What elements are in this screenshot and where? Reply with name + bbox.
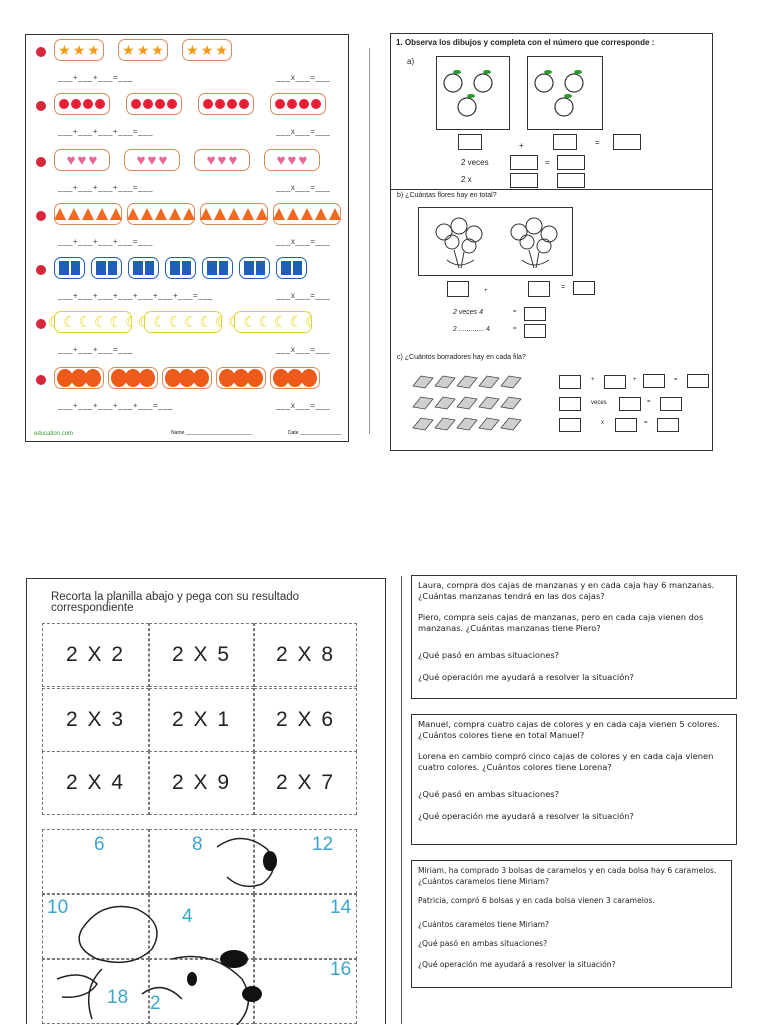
triangle-icon	[273, 208, 285, 220]
object-group	[54, 93, 110, 115]
object-group	[128, 257, 159, 279]
answer-box[interactable]	[559, 397, 581, 411]
date-label: Date _______________	[288, 430, 342, 436]
object-group	[124, 149, 180, 171]
multiplication-blank[interactable]: ___x___=___	[276, 237, 331, 246]
triangle-icon	[54, 208, 66, 220]
answer-box[interactable]	[657, 418, 679, 432]
equals-sign: =	[513, 309, 517, 315]
red-dot-icon	[287, 99, 297, 109]
answer-box[interactable]	[524, 307, 546, 321]
puzzle-number: 18	[107, 987, 129, 1008]
puzzle-number: 12	[312, 834, 334, 855]
moon-icon: ☾	[78, 313, 92, 331]
puzzle-number: 14	[330, 897, 352, 918]
moon-icon: ☾	[47, 313, 62, 331]
question-text: ¿Qué pasó en ambas situaciones?	[418, 939, 548, 948]
flower-icon	[275, 371, 287, 385]
object-group	[264, 149, 320, 171]
moon-icon: ☾	[274, 313, 288, 331]
triangle-icon	[301, 208, 313, 220]
square-icon	[108, 261, 118, 275]
square-icon	[207, 261, 217, 275]
pattern-row-flower	[54, 367, 320, 389]
star-icon: ★	[186, 42, 199, 58]
heart-icon: ♥	[298, 151, 308, 169]
heart-icon: ♥	[158, 151, 168, 169]
addition-blank[interactable]: ___+___+___+___+___+___+___=___	[58, 291, 213, 300]
plus-sign: +	[633, 377, 637, 383]
question-text: ¿Qué operación me ayudará a resolver la situación?	[418, 672, 634, 682]
addition-blank[interactable]: ___+___+___=___	[58, 345, 133, 354]
puzzle-number: 10	[47, 897, 69, 918]
puzzle-illustration	[42, 829, 382, 1025]
object-group	[202, 257, 233, 279]
addition-blank[interactable]: ___+___+___+___+___=___	[58, 401, 173, 410]
apple-box-2	[527, 56, 603, 130]
question-text: ¿Qué operación me ayudará a resolver la situación?	[418, 960, 616, 969]
row-bullet	[36, 157, 46, 167]
flower-icon	[87, 371, 99, 385]
moon-icon: ☾	[304, 313, 319, 331]
row-bullet	[36, 47, 46, 57]
addition-blank[interactable]: ___+___+___+___=___	[58, 127, 153, 136]
apples-illustration	[528, 57, 602, 129]
triangle-icon	[155, 208, 167, 220]
object-group	[126, 93, 182, 115]
heart-icon: ♥	[136, 151, 146, 169]
flower-icon	[141, 371, 153, 385]
worksheet-title: 1. Observa los dibujos y completa con el número que corresponde :	[396, 38, 655, 47]
moon-icon: ☾	[124, 313, 139, 331]
multiplication-blank[interactable]: ___x___=___	[276, 401, 331, 410]
moon-icon: ☾	[289, 313, 303, 331]
triangle-icon	[256, 208, 268, 220]
answer-box[interactable]	[643, 374, 665, 388]
object-group	[108, 367, 158, 389]
moon-icon: ☾	[94, 313, 108, 331]
square-icon	[281, 261, 291, 275]
moon-icon: ☾	[214, 313, 229, 331]
object-group	[194, 149, 250, 171]
problem-text: Manuel, compra cuatro cajas de colores y en cada caja vienen 5 colores. ¿Cuántos colores tiene en total Manuel?	[418, 719, 720, 740]
equals-sign: =	[513, 326, 517, 332]
answer-box[interactable]	[510, 173, 538, 188]
object-group	[165, 257, 196, 279]
triangle-icon	[82, 208, 94, 220]
flower-icon	[181, 371, 193, 385]
moon-icon: ☾	[258, 313, 272, 331]
plus-sign: +	[484, 288, 488, 294]
object-group	[182, 39, 232, 61]
problems-left-rule	[401, 576, 402, 1024]
heart-icon: ♥	[228, 151, 238, 169]
heart-icon: ♥	[206, 151, 216, 169]
object-group	[54, 149, 110, 171]
problem-text: Miriam, ha comprado 3 bolsas de caramelos y en cada bolsa hay 6 caramelos. ¿Cuántos caramelos tiene Miriam?	[418, 866, 717, 886]
multiplication-blank[interactable]: ___x___=___	[276, 345, 331, 354]
worksheet-title: Recorta la planilla abajo y pega con su resultado correspondiente	[51, 591, 300, 614]
answer-box[interactable]	[524, 324, 546, 338]
object-group	[239, 257, 270, 279]
eraser-icon	[501, 397, 521, 409]
square-icon	[145, 261, 155, 275]
worksheet-recorta	[26, 578, 386, 1024]
addition-blank[interactable]: ___+___+___=___	[58, 73, 133, 82]
star-icon: ★	[151, 42, 164, 58]
multiplication-cell[interactable]: 2 X 5	[149, 623, 254, 687]
object-group	[54, 39, 104, 61]
answer-box[interactable]	[687, 374, 709, 388]
red-dot-icon	[239, 99, 249, 109]
word-problem-box	[411, 860, 732, 988]
divider-line	[369, 48, 370, 434]
eraser-icon	[479, 418, 499, 430]
heart-icon: ♥	[77, 151, 87, 169]
veces-label: 2 veces	[461, 158, 489, 167]
object-group	[127, 203, 195, 225]
object-group	[137, 311, 229, 333]
problem-text: Piero, compra seis cajas de manzanas, pero en cada caja vienen dos manzanas. ¿Cuántas manzanas tiene Piero?	[418, 612, 704, 633]
multiplication-blank[interactable]: ___x___=___	[276, 291, 331, 300]
square-icon	[96, 261, 106, 275]
flower-icon	[73, 371, 85, 385]
word-problem-box	[411, 575, 737, 699]
apples-illustration	[437, 57, 509, 129]
moon-icon: ☾	[109, 313, 123, 331]
worksheet-flores	[390, 189, 713, 451]
star-icon: ★	[136, 42, 150, 58]
square-icon	[71, 261, 81, 275]
answer-box[interactable]	[557, 155, 585, 170]
eraser-icon	[457, 397, 477, 409]
object-group	[227, 311, 319, 333]
red-dot-icon	[83, 99, 93, 109]
heart-icon: ♥	[276, 151, 286, 169]
flower-icon	[127, 371, 139, 385]
moon-icon: ☾	[137, 313, 152, 331]
pattern-row-moon	[47, 311, 319, 333]
moon-icon: ☾	[168, 313, 182, 331]
pattern-row-dot	[54, 93, 326, 115]
eraser-icon	[479, 376, 499, 388]
row-bullet	[36, 265, 46, 275]
pattern-row-heart	[54, 149, 320, 171]
flower-icon	[303, 371, 315, 385]
worksheet-logo: education.com	[34, 431, 74, 437]
worksheet-patterns	[25, 34, 349, 442]
flower-icon	[113, 371, 125, 385]
multiplication-blank[interactable]: ___x___=___	[276, 183, 331, 192]
multiplication-blank[interactable]: ___x___=___	[276, 127, 331, 136]
answer-box[interactable]	[604, 375, 626, 389]
moon-icon: ☾	[153, 313, 167, 331]
star-icon: ★	[72, 42, 86, 58]
red-dot-icon	[95, 99, 105, 109]
row-bullet	[36, 101, 46, 111]
object-group	[276, 257, 307, 279]
equals-sign: =	[644, 420, 648, 426]
problem-text: Laura, compra dos cajas de manzanas y en cada caja hay 6 manzanas. ¿Cuántas manzanas tendrá en las dos cajas?	[418, 580, 715, 601]
answer-box[interactable]	[553, 134, 577, 150]
puzzle-number: 2	[150, 993, 161, 1014]
object-group	[47, 311, 139, 333]
red-dot-icon	[143, 99, 153, 109]
equals-sign: =	[595, 138, 600, 147]
answer-box[interactable]	[447, 281, 469, 297]
triangle-icon	[183, 208, 195, 220]
heart-icon: ♥	[287, 151, 297, 169]
triangle-icon	[329, 208, 341, 220]
object-group	[200, 203, 268, 225]
eraser-icon	[457, 376, 477, 388]
erasers-illustration	[409, 370, 534, 436]
red-dot-icon	[59, 99, 69, 109]
triangle-icon	[214, 208, 226, 220]
row-bullet	[36, 375, 46, 385]
equals-sign: =	[561, 284, 566, 291]
answer-box[interactable]	[613, 134, 641, 150]
heart-icon: ♥	[66, 151, 76, 169]
eraser-icon	[435, 418, 455, 430]
triangle-icon	[127, 208, 139, 220]
flowers-illustration	[419, 208, 572, 275]
flower-icon	[59, 371, 71, 385]
object-group	[216, 367, 266, 389]
triangle-icon	[96, 208, 108, 220]
red-dot-icon	[299, 99, 309, 109]
eraser-icon	[413, 397, 433, 409]
problem-text: Patricia, compró 6 bolsas y en cada bolsa vienen 3 caramelos.	[418, 896, 655, 905]
red-dot-icon	[275, 99, 285, 109]
answer-box[interactable]	[573, 281, 595, 295]
heart-icon: ♥	[147, 151, 157, 169]
object-group	[270, 93, 326, 115]
answer-box[interactable]	[559, 418, 581, 432]
square-icon	[170, 261, 180, 275]
pattern-row-triangle	[54, 203, 341, 225]
flower-icon	[221, 371, 233, 385]
object-group	[198, 93, 254, 115]
multiplication-cell[interactable]: 2 X 1	[149, 688, 254, 752]
question-text: ¿Qué pasó en ambas situaciones?	[418, 789, 560, 799]
answer-box[interactable]	[528, 281, 550, 297]
puzzle-number: 16	[330, 959, 352, 980]
flower-icon	[249, 371, 261, 385]
object-group	[54, 367, 104, 389]
square-icon	[256, 261, 266, 275]
plus-sign: +	[591, 377, 595, 383]
star-icon: ★	[215, 42, 228, 58]
flowers-box	[418, 207, 573, 276]
red-dot-icon	[311, 99, 321, 109]
puzzle-number: 4	[182, 906, 193, 927]
eraser-icon	[413, 376, 433, 388]
eraser-icon	[457, 418, 477, 430]
square-icon	[219, 261, 229, 275]
answer-box[interactable]	[557, 173, 585, 188]
red-dot-icon	[203, 99, 213, 109]
square-icon	[182, 261, 192, 275]
part-b-label: b) ¿Cuántas flores hay en total?	[397, 192, 497, 199]
star-icon: ★	[58, 42, 71, 58]
multiplication-cell[interactable]: 2 X 9	[149, 751, 254, 815]
answer-box[interactable]	[660, 397, 682, 411]
answer-box[interactable]	[615, 418, 637, 432]
triangle-icon	[110, 208, 122, 220]
plus-sign: +	[519, 141, 524, 150]
multiplication-cell[interactable]: 2 X 8	[254, 623, 357, 687]
star-icon: ★	[122, 42, 135, 58]
multiplication-cell[interactable]: 2 X 7	[254, 751, 357, 815]
part-a-label: a)	[407, 57, 415, 66]
problem-text: Lorena en cambio compró cinco cajas de colores y en cada caja vienen cuatro colores. ¿Cuántos colores tiene Lorena?	[418, 751, 714, 772]
red-dot-icon	[71, 99, 81, 109]
puzzle-number: 6	[94, 834, 105, 855]
eraser-icon	[435, 397, 455, 409]
veces-label: 2 veces 4	[453, 309, 483, 316]
answer-box[interactable]	[458, 134, 482, 150]
answer-box[interactable]	[510, 155, 538, 170]
question-text: ¿Qué pasó en ambas situaciones?	[418, 650, 560, 660]
triangle-icon	[315, 208, 327, 220]
pattern-row-square	[54, 257, 307, 279]
row-bullet	[36, 319, 46, 329]
times-label: x	[601, 420, 604, 426]
red-dot-icon	[155, 99, 165, 109]
star-icon: ★	[87, 42, 100, 58]
moon-icon: ☾	[227, 313, 242, 331]
eraser-icon	[479, 397, 499, 409]
name-label: Name ________________________	[171, 430, 253, 436]
multiplication-cell[interactable]: 2 X 6	[254, 688, 357, 752]
multiplication-cell[interactable]: 2 X 3	[42, 688, 149, 752]
eraser-icon	[435, 376, 455, 388]
addition-blank[interactable]: ___+___+___+___=___	[58, 183, 153, 192]
object-group	[118, 39, 168, 61]
moon-icon: ☾	[243, 313, 257, 331]
triangle-icon	[287, 208, 299, 220]
question-text: ¿Qué operación me ayudará a resolver la situación?	[418, 811, 634, 821]
square-icon	[244, 261, 254, 275]
veces-label: veces	[591, 400, 607, 406]
flower-icon	[167, 371, 179, 385]
red-dot-icon	[227, 99, 237, 109]
star-icon: ★	[200, 42, 214, 58]
addition-blank[interactable]: ___+___+___+___=___	[58, 237, 153, 246]
equals-sign: =	[647, 399, 651, 405]
answer-box[interactable]	[559, 375, 581, 389]
equals-sign: =	[545, 158, 550, 167]
object-group	[270, 367, 320, 389]
triangle-icon	[141, 208, 153, 220]
eraser-icon	[413, 418, 433, 430]
part-c-label: c) ¿Cuántos borradores hay en cada fila?	[397, 354, 526, 361]
object-group	[91, 257, 122, 279]
triangle-icon	[228, 208, 240, 220]
pattern-row-star	[54, 39, 232, 61]
equals-sign: =	[674, 377, 678, 383]
red-dot-icon	[167, 99, 177, 109]
moon-icon: ☾	[184, 313, 198, 331]
flower-icon	[235, 371, 247, 385]
flower-icon	[195, 371, 207, 385]
red-dot-icon	[215, 99, 225, 109]
flower-icon	[289, 371, 301, 385]
puzzle-number: 8	[192, 834, 203, 855]
square-icon	[293, 261, 303, 275]
red-dot-icon	[131, 99, 141, 109]
object-group	[273, 203, 341, 225]
word-problem-box	[411, 714, 737, 845]
triangle-icon	[242, 208, 254, 220]
multiplication-blank[interactable]: ___x___=___	[276, 73, 331, 82]
dots-label: 2 ............. 4	[453, 326, 490, 333]
times-label: 2 x	[461, 175, 472, 184]
square-icon	[133, 261, 143, 275]
row-bullet	[36, 211, 46, 221]
heart-icon: ♥	[88, 151, 98, 169]
question-text: ¿Cuántos caramelos tiene Miriam?	[418, 920, 550, 929]
moon-icon: ☾	[63, 313, 77, 331]
moon-icon: ☾	[199, 313, 213, 331]
answer-box[interactable]	[619, 397, 641, 411]
object-group	[54, 257, 85, 279]
worksheet-observa	[390, 33, 713, 191]
square-icon	[59, 261, 69, 275]
triangle-icon	[68, 208, 80, 220]
apple-box-1	[436, 56, 510, 130]
object-group	[162, 367, 212, 389]
heart-icon: ♥	[217, 151, 227, 169]
multiplication-cell[interactable]: 2 X 2	[42, 623, 149, 687]
eraser-icon	[501, 376, 521, 388]
triangle-icon	[200, 208, 212, 220]
multiplication-cell[interactable]: 2 X 4	[42, 751, 149, 815]
triangle-icon	[169, 208, 181, 220]
object-group	[54, 203, 122, 225]
eraser-icon	[501, 418, 521, 430]
